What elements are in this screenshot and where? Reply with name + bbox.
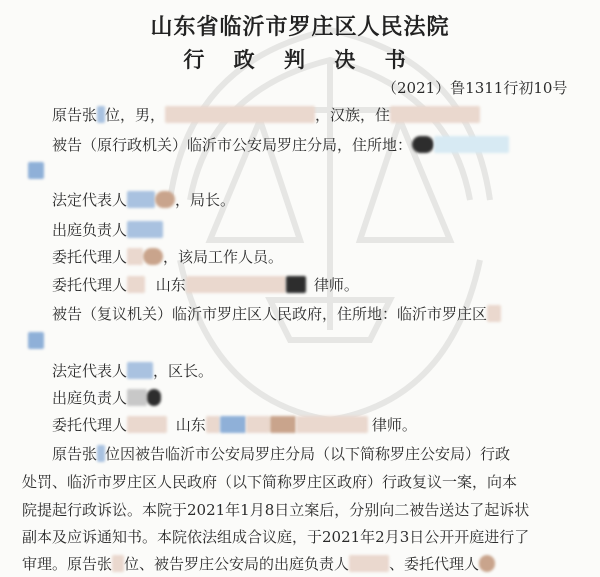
redaction: [434, 136, 509, 153]
redaction: [127, 276, 145, 293]
defendant1-agent2: [52, 274, 359, 296]
plaintiff-info-b: ，汉族，住: [315, 106, 391, 124]
legal-rep-title: ，区长。: [153, 362, 214, 380]
body-text: 审理。原告张: [22, 555, 113, 573]
redaction: [143, 248, 163, 265]
redaction: [246, 416, 270, 433]
defendant2-line: [52, 303, 501, 325]
defendant2-addr-cont: [28, 330, 44, 352]
body-line-5: [22, 553, 495, 575]
redaction: [412, 136, 434, 153]
redaction: [147, 389, 161, 406]
redaction: [390, 106, 480, 123]
redaction: [127, 362, 153, 379]
redaction: [206, 416, 220, 433]
redaction: [186, 276, 286, 293]
redaction: [97, 106, 105, 123]
redaction: [28, 162, 44, 179]
document-type: 行 政 判 决 书: [183, 48, 417, 72]
agent-label: 委托代理人: [52, 276, 128, 294]
redaction: [127, 191, 155, 208]
agent-desc: 律师。: [313, 276, 359, 294]
defendant1-label: 被告（原行政机关）临沂市公安局罗庄分局，住所地：: [52, 136, 413, 154]
agent-firm-prefix: 山东: [175, 416, 206, 434]
redaction: [155, 191, 175, 208]
legal-rep-label: 法定代表人: [52, 362, 128, 380]
court-resp-label: 出庭负责人: [52, 221, 128, 239]
defendant1-addr-cont: [28, 160, 44, 182]
redaction: [127, 248, 143, 265]
legal-rep-title: ，局长。: [175, 191, 236, 209]
defendant1-agent1: [52, 246, 283, 268]
plaintiff-label: 原告张: [52, 106, 98, 124]
agent-firm-prefix: 山东: [155, 276, 186, 294]
case-number: （2021）鲁1311行初10号: [382, 79, 568, 97]
redaction: [165, 106, 315, 123]
redaction: [28, 332, 44, 349]
body-text: 位、被告罗庄公安局的出庭负责人: [124, 555, 350, 573]
redaction: [296, 416, 368, 433]
body-line-3: 院提起行政诉讼。本院于2021年1月8日立案后，分别向二被告送达了起诉状: [22, 501, 530, 519]
agent-desc: ，该局工作人员。: [163, 248, 284, 266]
defendant2-agent: [52, 414, 417, 436]
redaction: [127, 221, 163, 238]
redaction: [97, 445, 105, 462]
body-text: 位因被告临沂市公安局罗庄分局（以下简称罗庄公安局）行政: [105, 445, 511, 463]
redaction: [286, 276, 306, 293]
defendant2-legal-rep: [52, 360, 213, 382]
court-name: 山东省临沂市罗庄区人民法院: [150, 15, 450, 40]
defendant1-court-resp: [52, 219, 163, 241]
body-text: 原告张: [52, 445, 98, 463]
redaction: [487, 305, 501, 322]
redaction: [127, 389, 147, 406]
redaction: [270, 416, 296, 433]
body-line-1: [52, 443, 510, 465]
redaction: [349, 555, 389, 572]
body-line-2: 处罚、临沂市罗庄区人民政府（以下简称罗庄区政府）行政复议一案，向本: [22, 473, 518, 491]
defendant1-line: [52, 134, 509, 156]
defendant1-legal-rep: [52, 189, 235, 211]
body-line-4: 副本及应诉通知书。本院依法组成合议庭，于2021年2月3日公开开庭进行了: [22, 528, 530, 546]
plaintiff-line: [52, 104, 480, 126]
legal-rep-label: 法定代表人: [52, 191, 128, 209]
defendant2-label: 被告（复议机关）临沂市罗庄区人民政府，住所地：临沂市罗庄区: [52, 305, 488, 323]
redaction: [127, 416, 167, 433]
redaction: [220, 416, 246, 433]
agent-label: 委托代理人: [52, 416, 128, 434]
redaction: [112, 555, 124, 572]
agent-label: 委托代理人: [52, 248, 128, 266]
court-resp-label: 出庭负责人: [52, 389, 128, 407]
agent-desc: 律师。: [371, 416, 417, 434]
body-text: 、委托代理人: [389, 555, 480, 573]
plaintiff-info-a: 位，男，: [105, 106, 166, 124]
redaction: [479, 555, 495, 572]
defendant2-court-resp: [52, 387, 161, 409]
